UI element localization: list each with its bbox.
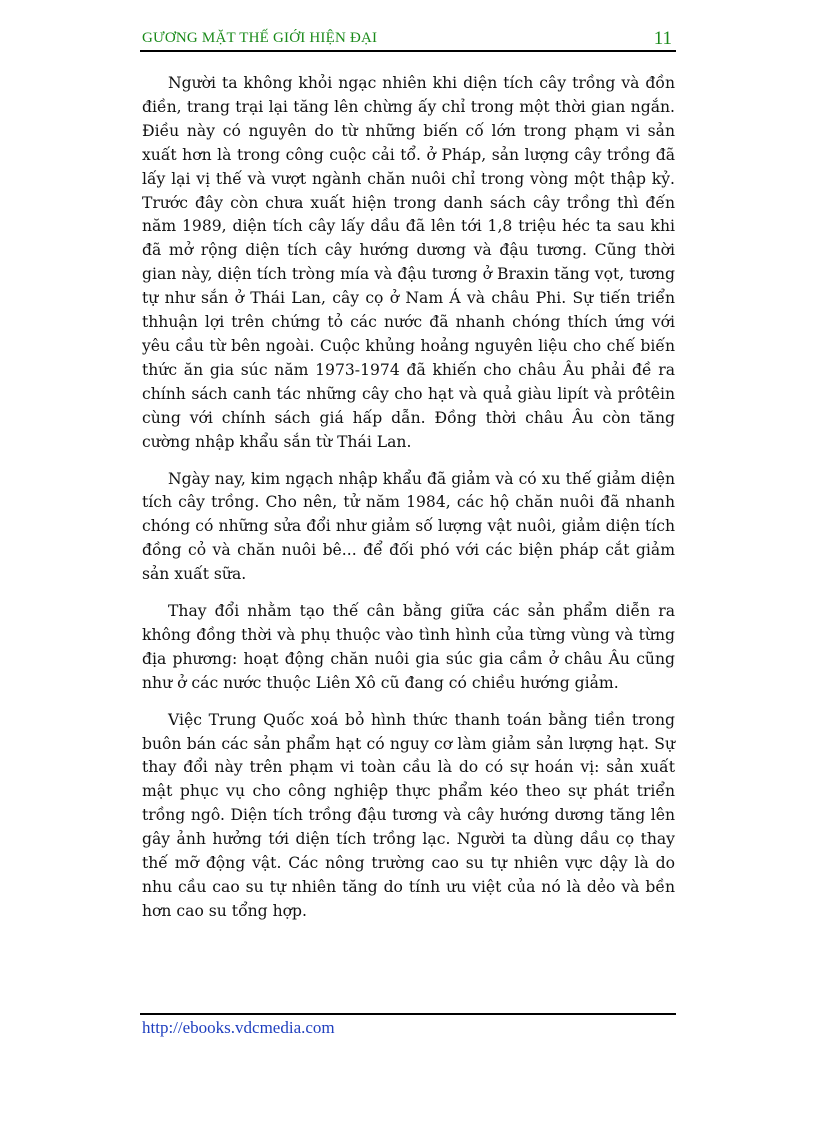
- page-body: [142, 72, 675, 937]
- body-paragraph: Người ta không khỏi ngạc nhiên khi diện tích cây trồng và đồn điền, trang trại lại tăng lên chừng ấy chỉ trong một thời gian ngắn. Điều này có nguyên do từ những biến cố lớn trong phạm vi sản xuất hơn là trong công cuộc cải tổ. ở Pháp, sản lượng cây trồng đã lấy lại vị thế và vượt ngành chăn nuôi chỉ trong vòng một thập kỷ. Trước đây còn chưa xuất hiện trong danh sách cây trồng thì đến năm 1989, diện tích cây lấy dầu đã lên tới 1,8 triệu héc ta sau khi đã mở rộng diện tích cây hướng dương và đậu tương. Cũng thời gian này, diện tích tròng mía và đậu tương ở Braxin tăng vọt, tương tự như sắn ở Thái Lan, cây cọ ở Nam Á và châu Phi. Sự tiến triển thhuận lợi trên chứng tỏ các nước đã nhanh chóng thích ứng với yêu cầu từ bên ngoài. Cuộc khủng hoảng nguyên liệu cho chế biến thức ăn gia súc năm 1973-1974 đã khiến cho châu Âu phải đề ra chính sách canh tác những cây cho hạt và quả giàu lipít và prôtêin cùng với chính sách giá hấp dẫn. Đồng thời châu Âu còn tăng cường nhập khẩu sắn từ Thái Lan.: [142, 74, 675, 451]
- footer-website-link[interactable]: http://ebooks.vdcmedia.com: [142, 1018, 335, 1037]
- footer-divider: [140, 1013, 676, 1015]
- header-divider: [140, 50, 676, 52]
- page-number: 11: [653, 28, 672, 49]
- running-header-title: GƯƠNG MẶT THẾ GIỚI HIỆN ĐẠI: [142, 30, 378, 46]
- body-paragraph: Việc Trung Quốc xoá bỏ hình thức thanh toán bằng tiền trong buôn bán các sản phẩm hạt có nguy cơ làm giảm sản lượng hạt. Sự thay đổi này trên phạm vi toàn cầu là do có sự hoán vị: sản xuất mật phục vụ cho công nghiệp thực phẩm kéo theo sự phát triển trồng ngô. Diện tích trồng đậu tương và cây hướng dương tăng lên gây ảnh hưởng tới diện tích trồng lạc. Người ta dùng dầu cọ thay thế mỡ động vật. Các nông trường cao su tự nhiên vực dậy là do nhu cầu cao su tự nhiên tăng do tính ưu việt của nó là dẻo và bền hơn cao su tổng hợp.: [142, 710, 675, 920]
- page-header: [140, 28, 676, 50]
- body-paragraph: Ngày nay, kim ngạch nhập khẩu đã giảm và có xu thế giảm diện tích cây trồng. Cho nên, tử năm 1984, các hộ chăn nuôi đã nhanh chóng có những sửa đổi như giảm số lượng vật nuôi, giảm diện tích đồng cỏ và chăn nuôi bê... để đối phó với các biện pháp cắt giảm sản xuất sữa.: [142, 469, 675, 584]
- body-paragraph: Thay đổi nhằm tạo thế cân bằng giữa các sản phẩm diễn ra không đồng thời và phụ thuộc vào tình hình của từng vùng và từng địa phương: hoạt động chăn nuôi gia súc gia cầm ở châu Âu cũng như ở các nước thuộc Liên Xô cũ đang có chiều hướng giảm.: [142, 602, 675, 692]
